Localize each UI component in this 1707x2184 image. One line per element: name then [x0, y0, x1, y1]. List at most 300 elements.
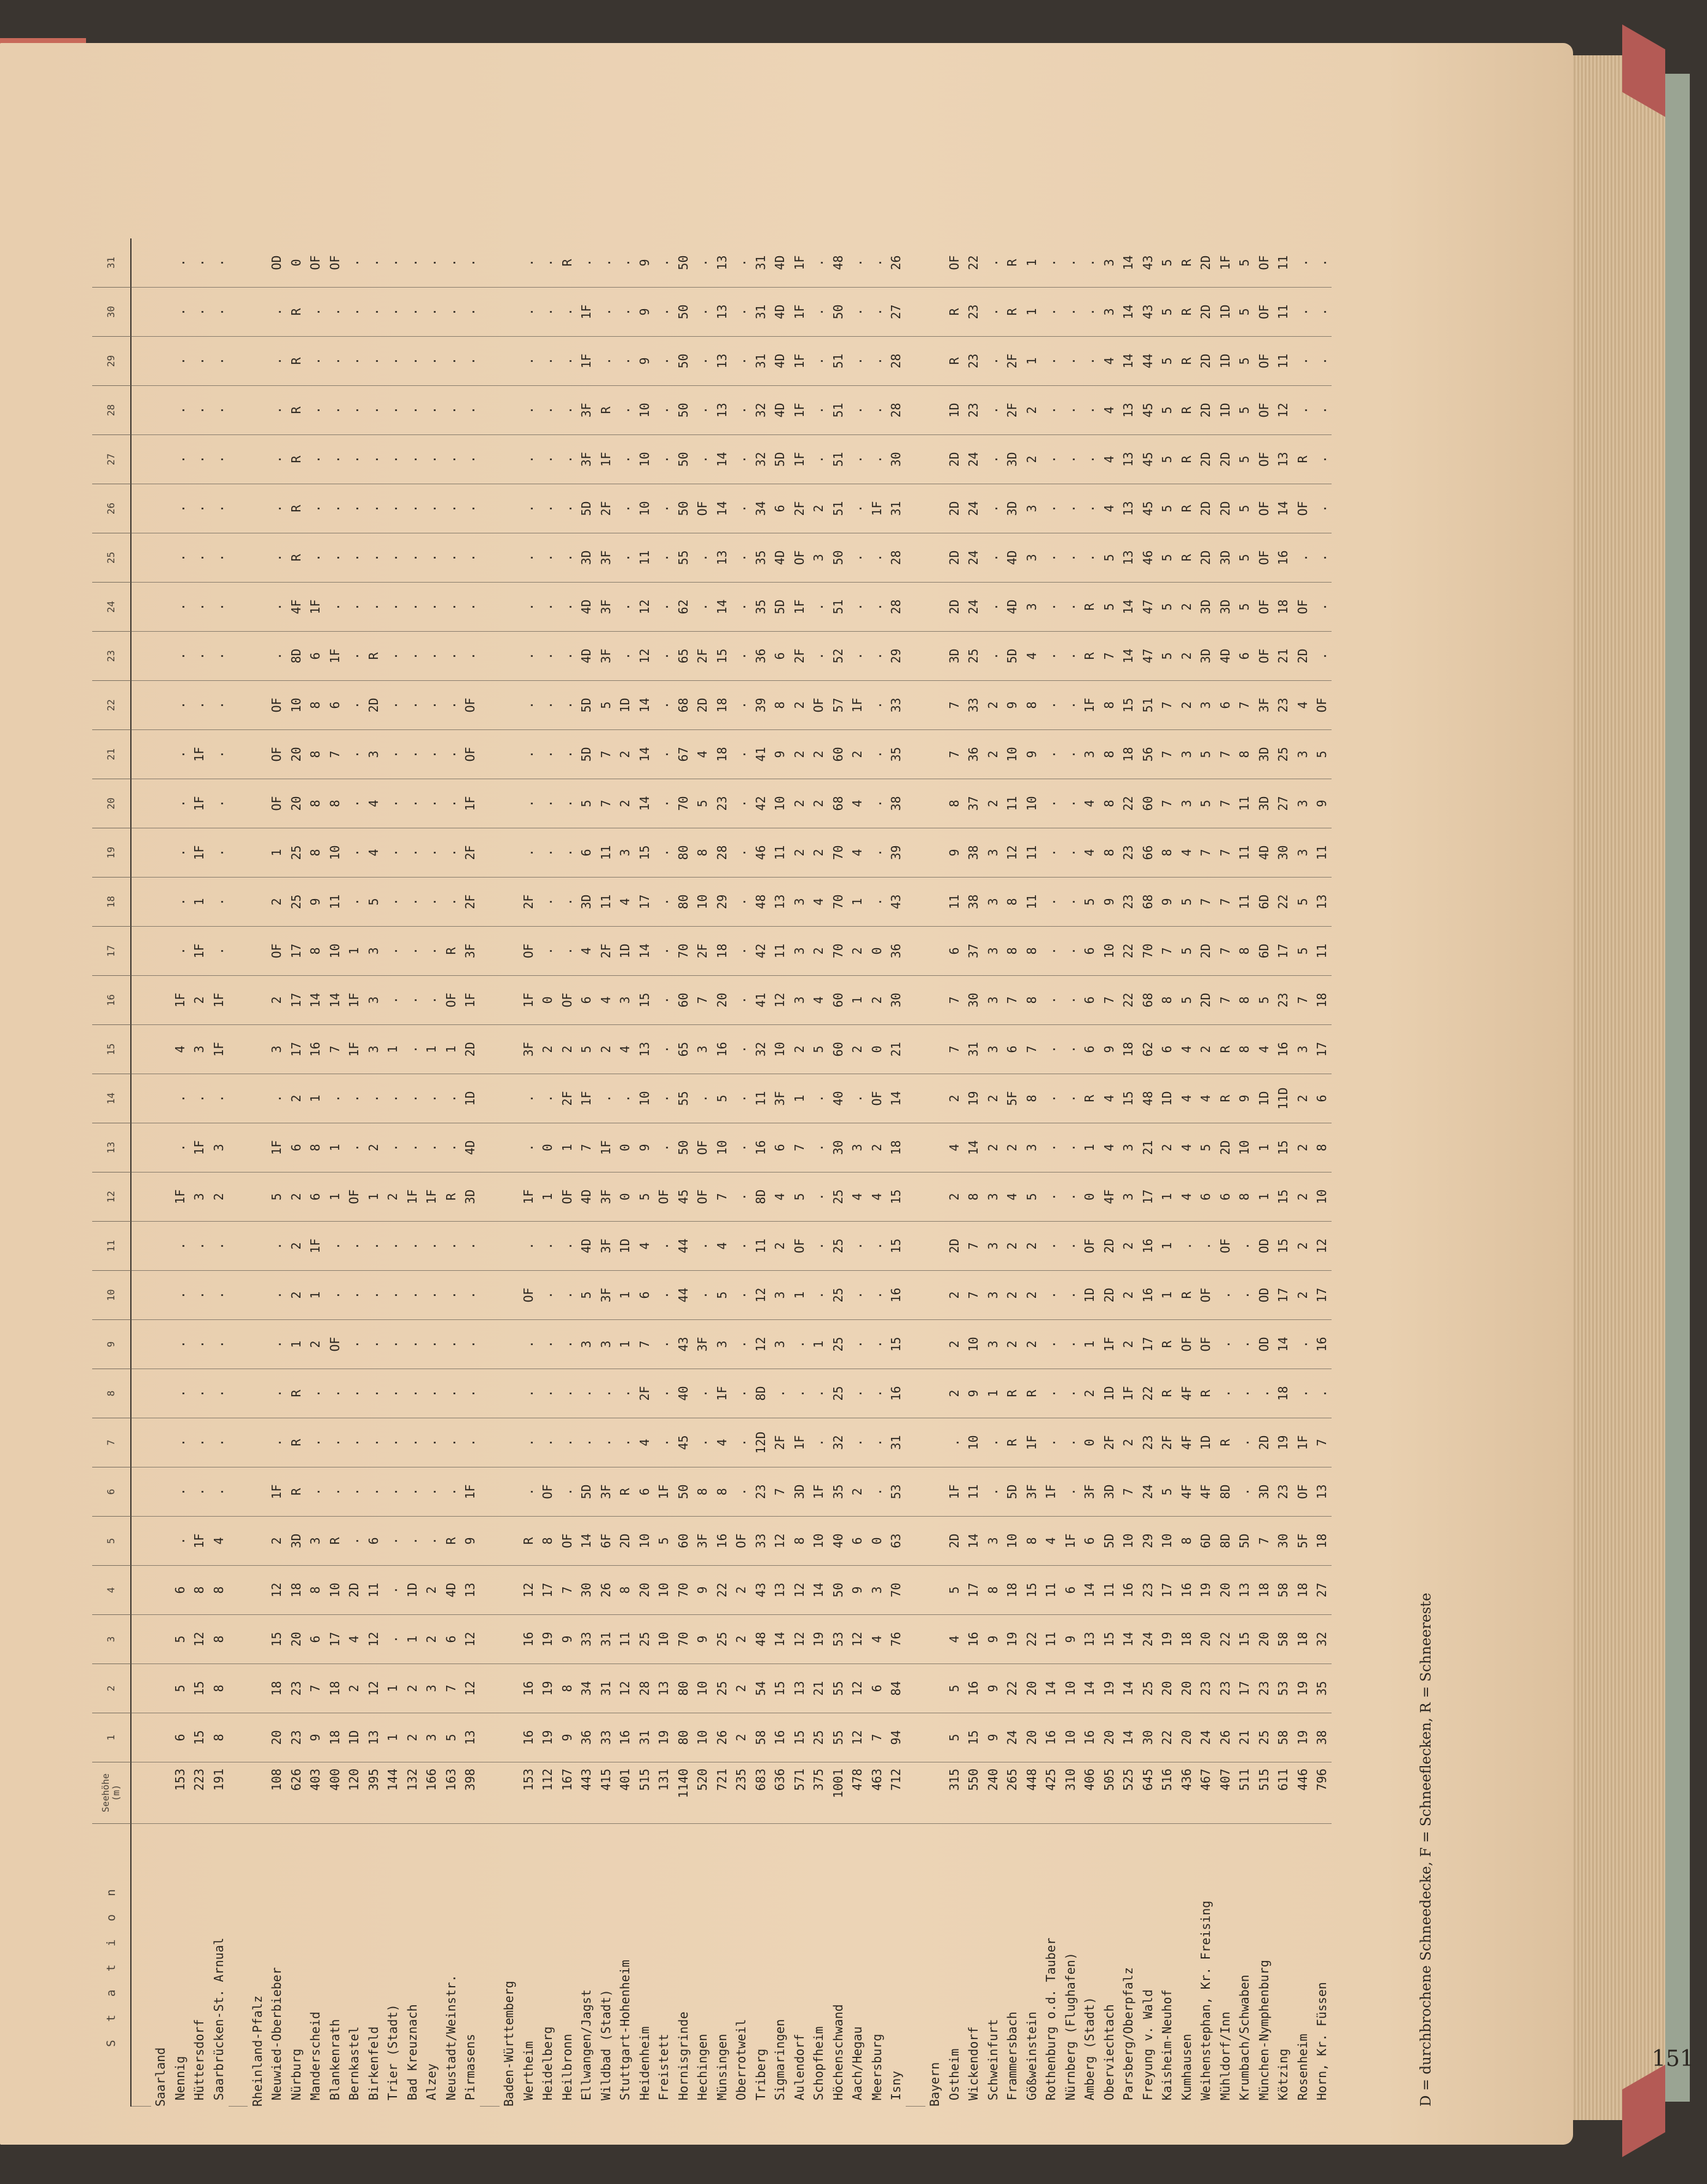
snow-depth-value: 26 — [596, 1566, 616, 1615]
snow-depth-value: 3 — [364, 730, 383, 779]
snow-depth-value: 3 — [983, 1222, 1003, 1271]
snow-depth-value: 2F — [1158, 1418, 1177, 1467]
snow-depth-value: . — [1235, 1418, 1255, 1467]
snow-depth-value: 15 — [1099, 1615, 1119, 1664]
snow-depth-value: OF — [519, 927, 538, 976]
snow-depth-value: 50 — [673, 386, 693, 435]
snow-depth-value: 7 — [325, 1025, 345, 1074]
snow-depth-value: 29 — [887, 632, 906, 681]
spacer-cell — [500, 1566, 519, 1615]
snow-depth-value: 22 — [964, 238, 984, 288]
snow-depth-value: . — [1061, 681, 1080, 730]
snow-depth-value: 16 — [1274, 1025, 1293, 1074]
snow-depth-value: 21 — [809, 1664, 829, 1713]
snow-depth-value: 68 — [673, 681, 693, 730]
snow-depth-value: 11 — [751, 1074, 771, 1123]
snow-depth-value: 1D — [616, 1222, 635, 1271]
snow-depth-value: 14 — [887, 1074, 906, 1123]
spacer-cell — [151, 1762, 171, 1824]
spacer-cell — [248, 730, 267, 779]
snow-depth-value: . — [848, 238, 868, 288]
snow-depth-value: . — [1061, 927, 1080, 976]
snow-depth-value: . — [693, 288, 713, 337]
snow-depth-value: 8 — [1022, 1074, 1042, 1123]
station-height: 131 — [654, 1762, 674, 1824]
snow-depth-value: . — [170, 238, 190, 288]
snow-depth-value: 24 — [1003, 1713, 1022, 1762]
snow-depth-value: R — [441, 927, 461, 976]
snow-depth-value: 1F — [170, 1173, 190, 1222]
snow-depth-value: 31 — [596, 1664, 616, 1713]
snow-depth-value: 3D — [1215, 533, 1235, 583]
snow-depth-value: OF — [867, 1074, 887, 1123]
snow-depth-value: 1 — [1022, 288, 1042, 337]
snow-depth-value: 34 — [751, 484, 771, 533]
snow-depth-value: 1 — [383, 1025, 403, 1074]
snow-depth-value: . — [867, 288, 887, 337]
snow-depth-value: . — [519, 828, 538, 878]
snow-depth-value: 14 — [1119, 1664, 1139, 1713]
snow-depth-value: 3F — [596, 1271, 616, 1320]
snow-depth-value: 1D — [1215, 386, 1235, 435]
spacer-cell — [229, 1615, 248, 1664]
snow-depth-value: 13 — [461, 1566, 481, 1615]
spacer-cell — [906, 878, 925, 927]
snow-depth-value: 8D — [751, 1173, 771, 1222]
snow-depth-value: 25 — [964, 632, 984, 681]
snow-depth-value: 7 — [1119, 1467, 1139, 1517]
snow-depth-value: 13 — [712, 386, 732, 435]
snow-depth-value: 1F — [325, 632, 345, 681]
snow-depth-value: 7 — [596, 730, 616, 779]
snow-depth-value: 12 — [848, 1615, 868, 1664]
snow-depth-value: 4 — [944, 1615, 964, 1664]
snow-depth-value: OF — [1196, 1271, 1216, 1320]
snow-depth-value: 32 — [751, 435, 771, 484]
station-name: Frammersbach — [1005, 2011, 1020, 2100]
snow-depth-value: 43 — [673, 1320, 693, 1369]
snow-depth-value: 19 — [1293, 1713, 1313, 1762]
snow-depth-value: 4 — [577, 927, 597, 976]
snow-depth-value: R — [286, 484, 306, 533]
spacer-cell — [906, 238, 925, 288]
snow-depth-value: OF — [693, 1123, 713, 1173]
snow-depth-value: . — [345, 238, 364, 288]
snow-depth-value: 15 — [1022, 1566, 1042, 1615]
snow-depth-value: 14 — [1119, 288, 1139, 337]
spacer-cell — [480, 337, 500, 386]
header-day: 18 — [92, 878, 131, 927]
snow-depth-value: 8 — [712, 1467, 732, 1517]
header-day: 16 — [92, 976, 131, 1025]
snow-depth-value: 36 — [964, 730, 984, 779]
snow-depth-value: 5 — [1177, 976, 1196, 1025]
snow-depth-value: . — [596, 1418, 616, 1467]
spacer-cell — [131, 1664, 151, 1713]
spacer-cell — [248, 1123, 267, 1173]
snow-depth-value: 8 — [1099, 779, 1119, 828]
snow-depth-value: 2 — [809, 730, 829, 779]
snow-depth-value: . — [1080, 533, 1100, 583]
spacer-cell — [248, 681, 267, 730]
snow-depth-value: 3F — [1254, 681, 1274, 730]
snow-depth-value: 9 — [1061, 1615, 1080, 1664]
snow-depth-value: . — [383, 484, 403, 533]
spacer-cell — [906, 1566, 925, 1615]
spacer-cell — [925, 1664, 945, 1713]
snow-depth-value: . — [1061, 533, 1080, 583]
snow-depth-value: 70 — [887, 1566, 906, 1615]
snow-depth-value: 2F — [519, 878, 538, 927]
snow-depth-value: . — [616, 435, 635, 484]
snow-depth-value: 4 — [693, 730, 713, 779]
snow-depth-value: 3 — [1293, 779, 1313, 828]
snow-depth-value: . — [732, 927, 751, 976]
snow-depth-value: R — [1158, 1320, 1177, 1369]
snow-depth-value: . — [654, 632, 674, 681]
snow-depth-value: 4 — [364, 828, 383, 878]
station-height: 395 — [364, 1762, 383, 1824]
spacer-cell — [500, 484, 519, 533]
snow-depth-value: . — [538, 927, 558, 976]
snow-depth-value: 39 — [887, 828, 906, 878]
snow-depth-value: . — [170, 878, 190, 927]
snow-depth-value: 40 — [828, 1074, 848, 1123]
snow-depth-value: . — [848, 1222, 868, 1271]
snow-depth-value: 2 — [983, 681, 1003, 730]
snow-depth-value: . — [441, 878, 461, 927]
snow-depth-value: . — [809, 1418, 829, 1467]
snow-depth-value: 25 — [635, 1615, 654, 1664]
snow-depth-value: 10 — [1022, 779, 1042, 828]
snow-depth-value: R — [1003, 1418, 1022, 1467]
snow-depth-value: 2F — [461, 878, 481, 927]
snow-depth-value: . — [1080, 288, 1100, 337]
snow-depth-value: 5 — [441, 1713, 461, 1762]
station-height: 406 — [1080, 1762, 1100, 1824]
spacer-cell — [151, 1369, 171, 1418]
snow-depth-value: 17 — [1158, 1566, 1177, 1615]
snow-depth-value: . — [325, 337, 345, 386]
snow-depth-value: 1 — [1022, 238, 1042, 288]
snow-depth-value: 18 — [1313, 976, 1332, 1025]
snow-depth-value: 6 — [635, 1271, 654, 1320]
snow-depth-value: . — [345, 779, 364, 828]
snow-depth-value: 4F — [1177, 1369, 1196, 1418]
header-day: 11 — [92, 1222, 131, 1271]
spacer-cell — [906, 1222, 925, 1271]
snow-depth-value: OF — [441, 976, 461, 1025]
spacer-cell — [925, 1271, 945, 1320]
spacer-cell — [248, 632, 267, 681]
station-height: 191 — [209, 1762, 229, 1824]
snow-depth-value: 2 — [538, 1025, 558, 1074]
snow-depth-value: 2 — [286, 1222, 306, 1271]
snow-depth-value: . — [557, 1418, 577, 1467]
snow-depth-value: 14 — [1042, 1664, 1061, 1713]
snow-depth-value: 2 — [1177, 632, 1196, 681]
snow-depth-value: . — [809, 1271, 829, 1320]
snow-depth-value: . — [383, 1123, 403, 1173]
snow-depth-value: 5 — [1158, 484, 1177, 533]
snow-depth-value: . — [345, 435, 364, 484]
snow-depth-value: . — [267, 1369, 287, 1418]
snow-depth-value: . — [190, 1467, 210, 1517]
snow-depth-value: 1F — [848, 681, 868, 730]
snow-depth-value: . — [461, 632, 481, 681]
snow-depth-value: 4D — [1254, 828, 1274, 878]
snow-depth-value: . — [944, 1418, 964, 1467]
snow-depth-value: 5 — [1196, 779, 1216, 828]
snow-depth-value: . — [190, 1369, 210, 1418]
snow-depth-value: 4F — [1196, 1467, 1216, 1517]
snow-depth-value: 1 — [848, 878, 868, 927]
snow-depth-value: . — [306, 1369, 326, 1418]
spacer-cell — [131, 583, 151, 632]
snow-depth-value: . — [1235, 1222, 1255, 1271]
snow-depth-value: 3D — [1099, 1467, 1119, 1517]
snow-depth-value: . — [848, 386, 868, 435]
snow-depth-value: OF — [1215, 1222, 1235, 1271]
snow-depth-value: 50 — [673, 1123, 693, 1173]
snow-depth-value: 8 — [1099, 828, 1119, 878]
snow-depth-value: 3F — [519, 1025, 538, 1074]
snow-depth-value: 18 — [267, 1664, 287, 1713]
station-height: 315 — [944, 1762, 964, 1824]
spacer-cell — [248, 1418, 267, 1467]
snow-depth-value: 24 — [1196, 1713, 1216, 1762]
station-height: 108 — [267, 1762, 287, 1824]
snow-depth-value: . — [809, 337, 829, 386]
snow-depth-value: 11 — [596, 878, 616, 927]
header-day: 2 — [92, 1664, 131, 1713]
station-height: 571 — [790, 1762, 809, 1824]
snow-depth-value: 4 — [1177, 1173, 1196, 1222]
snow-depth-value: . — [383, 288, 403, 337]
snow-depth-value: . — [577, 238, 597, 288]
snow-depth-value: 8 — [1158, 976, 1177, 1025]
snow-depth-value: 7 — [1215, 976, 1235, 1025]
snow-depth-value: 18 — [1003, 1566, 1022, 1615]
snow-depth-value: 5 — [1099, 583, 1119, 632]
snow-depth-value: 15 — [190, 1713, 210, 1762]
snow-depth-value: 2F — [635, 1369, 654, 1418]
snow-depth-value: 1F — [1080, 681, 1100, 730]
spacer-cell — [131, 337, 151, 386]
snow-depth-value: . — [441, 730, 461, 779]
snow-depth-value: 11 — [1274, 337, 1293, 386]
rotated-table-page — [0, 116, 1512, 2119]
snow-depth-value: 67 — [673, 730, 693, 779]
spacer-cell — [248, 1615, 267, 1664]
snow-depth-value: 5 — [1293, 878, 1313, 927]
snow-depth-value: R — [1080, 583, 1100, 632]
snow-depth-value: . — [422, 976, 442, 1025]
snow-depth-value: 4 — [1042, 1517, 1061, 1566]
snow-depth-value: . — [422, 1222, 442, 1271]
snow-depth-value: 1 — [345, 927, 364, 976]
snow-depth-value: 6 — [771, 484, 790, 533]
snow-depth-value: . — [364, 533, 383, 583]
snow-depth-value: 1F — [345, 976, 364, 1025]
snow-depth-value: . — [557, 435, 577, 484]
snow-depth-value: 7 — [1099, 632, 1119, 681]
snow-depth-value: . — [383, 1467, 403, 1517]
snow-depth-value: R — [944, 288, 964, 337]
snow-depth-value: 30 — [887, 976, 906, 1025]
snow-depth-value: 1F — [190, 730, 210, 779]
spacer-cell — [229, 779, 248, 828]
spacer-cell — [229, 533, 248, 583]
snow-depth-value: 2D — [1196, 386, 1216, 435]
snow-depth-value: . — [809, 583, 829, 632]
snow-depth-value: 22 — [1003, 1664, 1022, 1713]
snow-depth-value: 55 — [828, 1664, 848, 1713]
snow-depth-value: . — [867, 435, 887, 484]
snow-depth-value: 5F — [1293, 1517, 1313, 1566]
snow-depth-value: 2D — [944, 1517, 964, 1566]
snow-depth-value: . — [654, 435, 674, 484]
snow-depth-value: 5 — [1235, 583, 1255, 632]
snow-depth-value: 6 — [325, 681, 345, 730]
snow-depth-value: . — [1042, 484, 1061, 533]
snow-depth-value: 3 — [1177, 730, 1196, 779]
snow-depth-value: 5 — [170, 1615, 190, 1664]
snow-depth-value: 7 — [944, 730, 964, 779]
snow-depth-value: 23 — [1274, 976, 1293, 1025]
snow-depth-value: . — [557, 1467, 577, 1517]
snow-depth-value: 7 — [944, 1025, 964, 1074]
spacer-cell — [906, 1173, 925, 1222]
snow-depth-value: 18 — [712, 681, 732, 730]
snow-depth-value: 14 — [712, 435, 732, 484]
snow-depth-value: 7 — [771, 1467, 790, 1517]
snow-depth-value: . — [654, 828, 674, 878]
snow-depth-value: . — [654, 484, 674, 533]
snow-depth-value: 14 — [964, 1123, 984, 1173]
snow-depth-value: 1 — [1158, 1271, 1177, 1320]
snow-depth-value: . — [461, 1418, 481, 1467]
snow-depth-value: 5 — [1235, 238, 1255, 288]
snow-depth-value: 12 — [751, 1271, 771, 1320]
spacer-cell — [500, 1123, 519, 1173]
snow-depth-value: 1 — [1254, 1123, 1274, 1173]
snow-depth-value: OF — [325, 238, 345, 288]
snow-depth-value: 58 — [1274, 1713, 1293, 1762]
snow-depth-value: 2D — [1196, 533, 1216, 583]
snow-depth-value: 18 — [1313, 1517, 1332, 1566]
snow-depth-value: . — [209, 1369, 229, 1418]
snow-depth-value: 12 — [771, 1517, 790, 1566]
station-height: 167 — [557, 1762, 577, 1824]
snow-depth-value: 27 — [1274, 779, 1293, 828]
snow-depth-value: 52 — [828, 632, 848, 681]
snow-depth-value: . — [190, 1271, 210, 1320]
snow-depth-value: . — [1042, 1222, 1061, 1271]
station-name: München-Nymphenburg — [1256, 1960, 1271, 2100]
snow-depth-value: . — [345, 1074, 364, 1123]
snow-depth-value: R — [1080, 632, 1100, 681]
snow-depth-value: 9 — [983, 1664, 1003, 1713]
station-height: 515 — [1254, 1762, 1274, 1824]
snow-depth-value: . — [732, 1467, 751, 1517]
snow-depth-value: 0 — [286, 238, 306, 288]
snow-depth-value: . — [209, 583, 229, 632]
snow-depth-value: . — [461, 583, 481, 632]
snow-depth-value: 11 — [771, 927, 790, 976]
snow-depth-value: 4D — [771, 533, 790, 583]
snow-depth-value: . — [345, 1222, 364, 1271]
snow-depth-value: 84 — [887, 1664, 906, 1713]
snow-depth-value: 7 — [1215, 779, 1235, 828]
snow-depth-value: . — [364, 1320, 383, 1369]
snow-depth-value: 2 — [402, 1664, 422, 1713]
snow-depth-value: 1F — [1293, 1418, 1313, 1467]
snow-depth-value: 2 — [267, 976, 287, 1025]
station-name: Wickendorf — [966, 2026, 981, 2100]
snow-depth-value: 8 — [771, 681, 790, 730]
station-name: Nürnberg (Flughafen) — [1062, 1952, 1078, 2100]
snow-depth-value: . — [538, 1418, 558, 1467]
snow-depth-value: 1F — [577, 288, 597, 337]
station-height: 401 — [616, 1762, 635, 1824]
spacer-cell — [151, 1517, 171, 1566]
snow-depth-value: 6 — [364, 1517, 383, 1566]
snow-depth-value: 6D — [1254, 878, 1274, 927]
snow-depth-value: 4 — [1254, 1025, 1274, 1074]
snow-depth-value: 12 — [267, 1566, 287, 1615]
snow-depth-value: OF — [267, 681, 287, 730]
snow-depth-value: . — [441, 632, 461, 681]
snow-depth-value: 6 — [306, 632, 326, 681]
snow-depth-value: 1 — [383, 1664, 403, 1713]
snow-depth-value: 4 — [635, 1418, 654, 1467]
snow-depth-value: . — [693, 337, 713, 386]
header-day: 20 — [92, 779, 131, 828]
station-name: Pirmasens — [463, 2033, 478, 2100]
snow-depth-value: 1D — [461, 1074, 481, 1123]
spacer-cell — [925, 779, 945, 828]
station-height: 240 — [983, 1762, 1003, 1824]
snow-depth-value: 2 — [1022, 386, 1042, 435]
spacer-cell — [229, 878, 248, 927]
snow-depth-value: . — [461, 435, 481, 484]
snow-depth-value: . — [170, 632, 190, 681]
spacer-cell — [480, 779, 500, 828]
station-name: Trier (Stadt) — [385, 2004, 401, 2100]
header-day: 10 — [92, 1271, 131, 1320]
snow-depth-value: 4 — [1099, 435, 1119, 484]
header-day: 23 — [92, 632, 131, 681]
snow-depth-value: . — [267, 533, 287, 583]
snow-depth-value: 11 — [964, 1467, 984, 1517]
spacer-cell — [131, 1418, 151, 1467]
snow-depth-value: . — [402, 1517, 422, 1566]
snow-depth-value: 5D — [1099, 1517, 1119, 1566]
snow-depth-value: 3 — [422, 1664, 442, 1713]
spacer-cell — [906, 288, 925, 337]
station-name: Rothenburg o.d. Tauber — [1043, 1938, 1059, 2100]
spacer-cell — [925, 1762, 945, 1824]
snow-depth-value: . — [1061, 1320, 1080, 1369]
snow-depth-value: . — [732, 779, 751, 828]
snow-depth-value: OF — [1080, 1222, 1100, 1271]
snow-depth-value: . — [209, 730, 229, 779]
snow-depth-value: 9 — [557, 1713, 577, 1762]
snow-depth-value: 14 — [964, 1517, 984, 1566]
spacer-cell — [229, 1713, 248, 1762]
snow-depth-value: . — [538, 779, 558, 828]
